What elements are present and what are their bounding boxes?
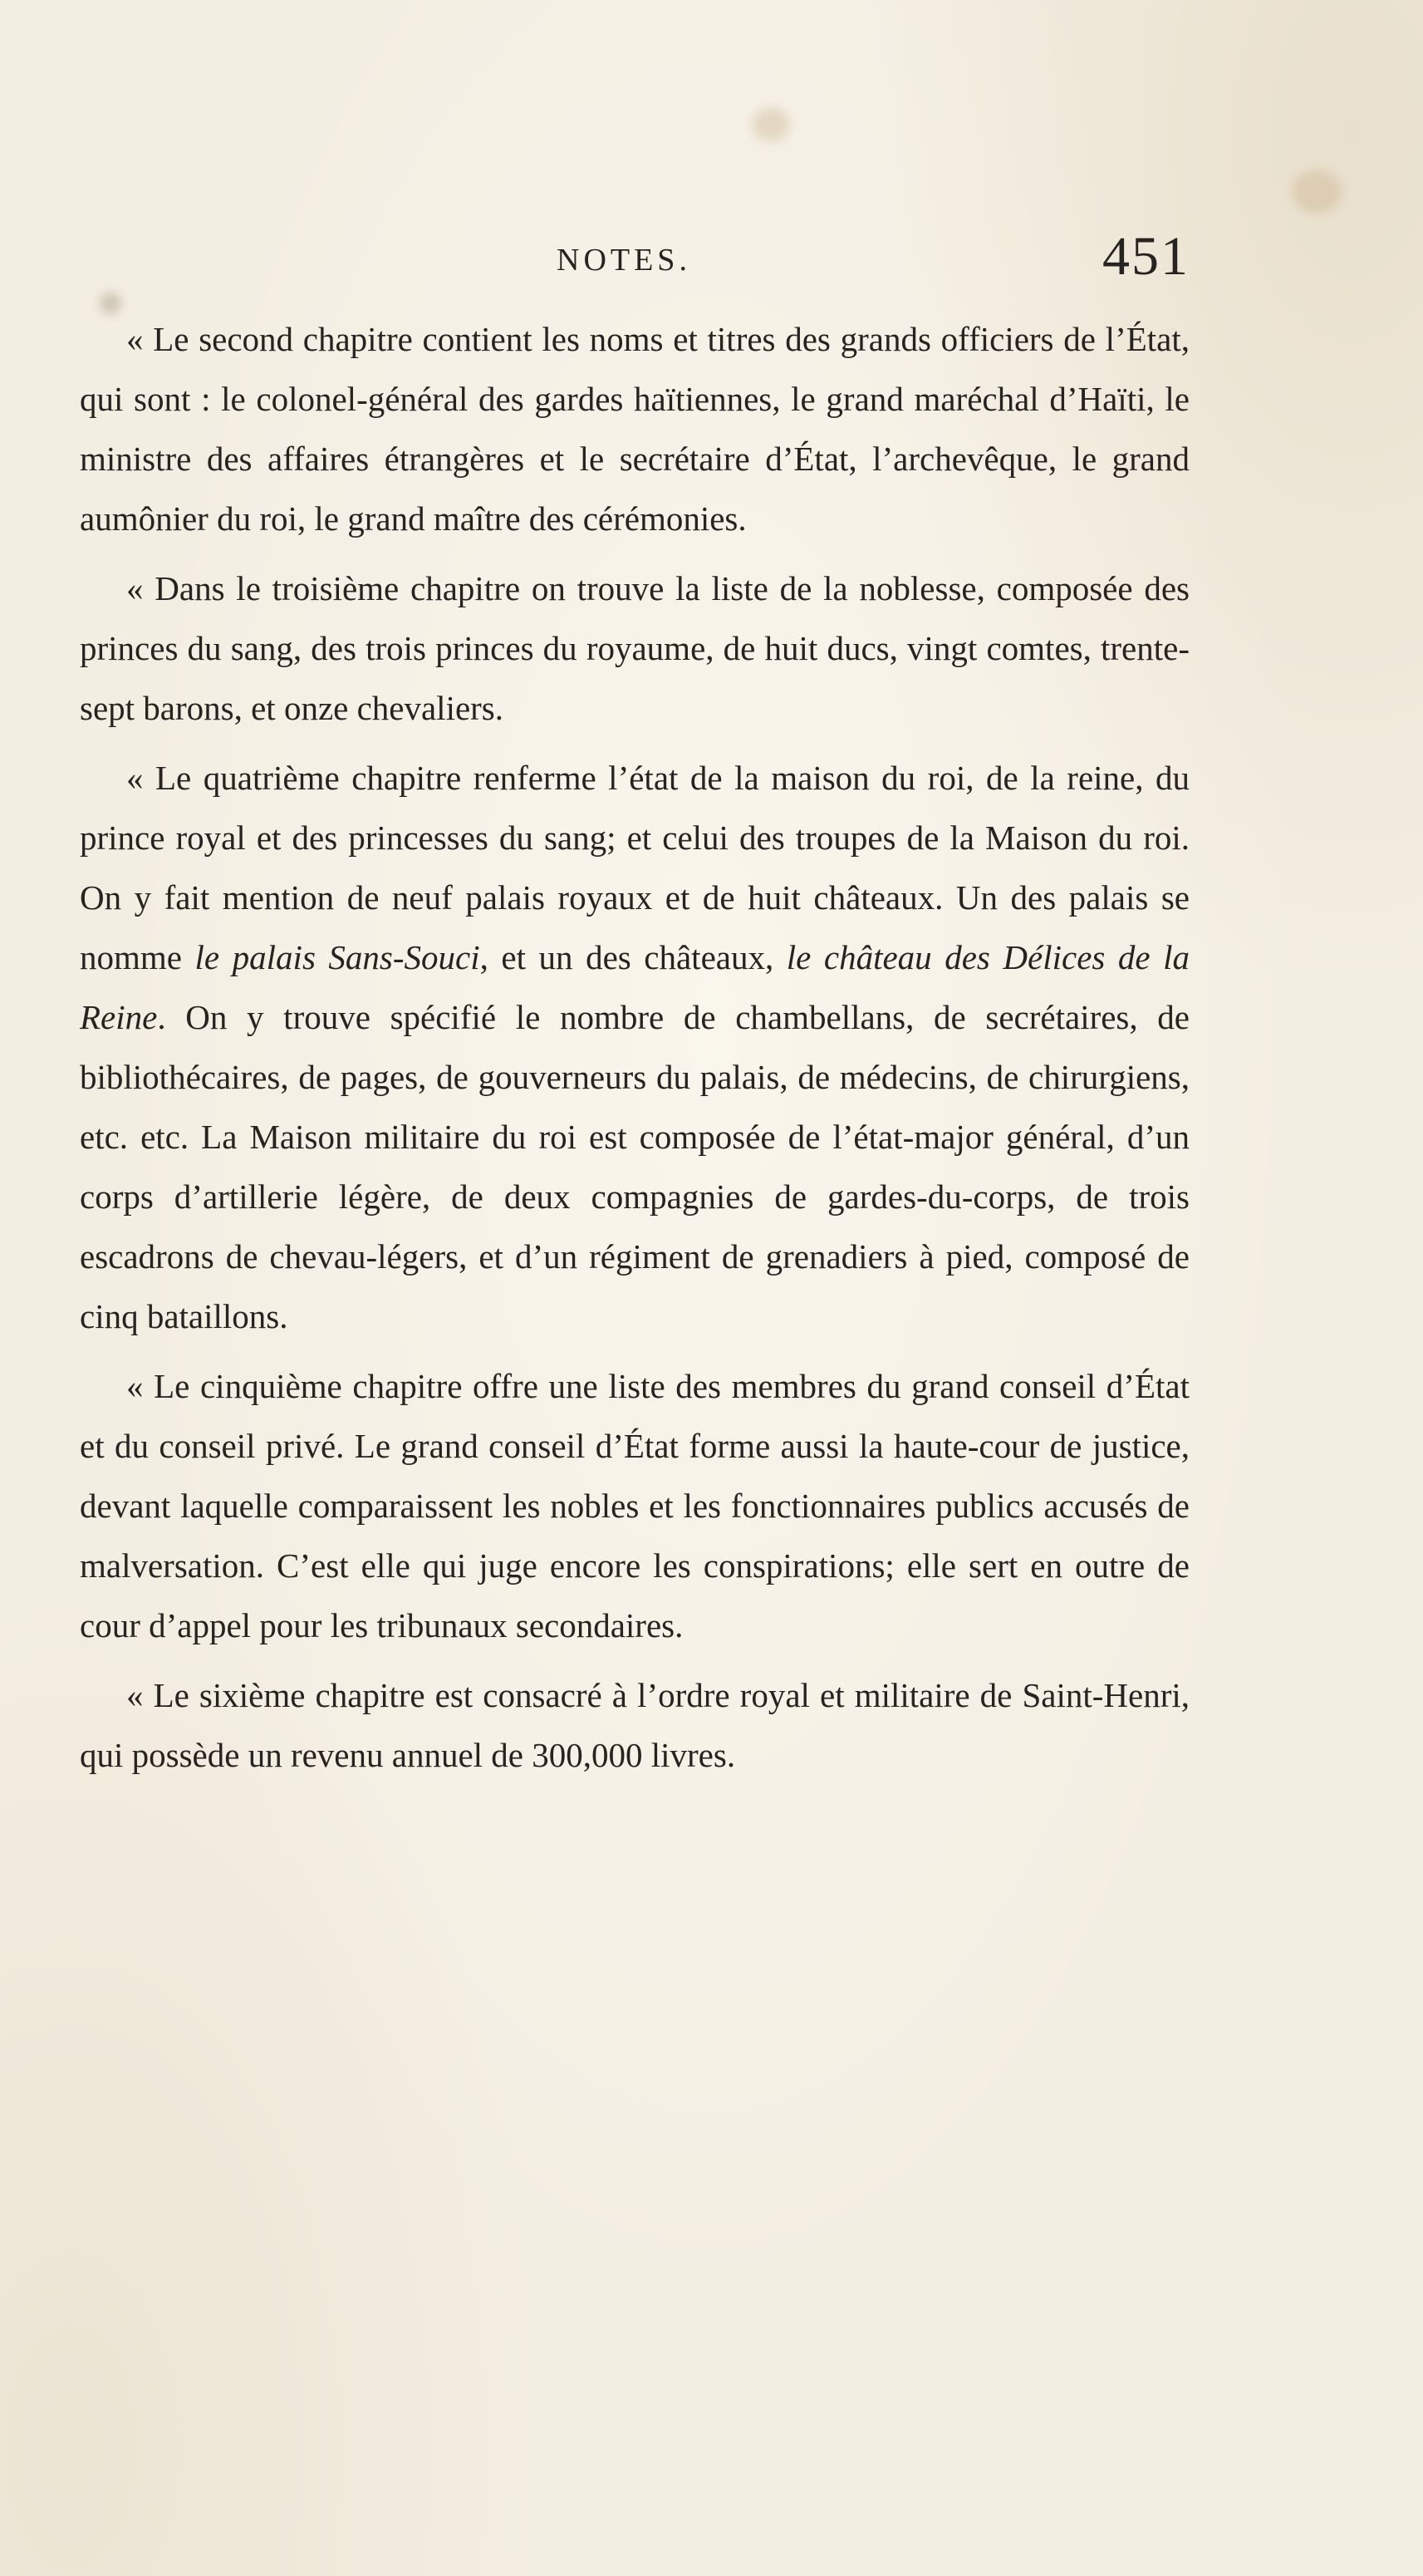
italic-text: le palais Sans-Souci — [194, 938, 480, 976]
paragraph-text: , et un des châteaux, — [479, 938, 787, 976]
paragraph-text: « Le cinquième chapitre offre une liste des membres du grand conseil d’État et du conseil privé. Le grand conseil d’État forme aussi la haute-cour de justice, devant laquelle comparaissent les nobles et les fonctionnaires publics accusés de malversation. C’est elle qui juge encore les conspirations; elle sert en outre de cour d’appel pour les tribunaux secondaires. — [80, 1367, 1190, 1644]
italic-text: le château des Délices de la Reine — [80, 938, 1190, 1036]
page-header — [80, 226, 1190, 302]
paragraph — [80, 1665, 1190, 1785]
paragraph-text: « Le sixième chapitre est consacré à l’ordre royal et militaire de Saint-Henri, qui possède un revenu annuel de 300,000 livres. — [80, 1676, 1190, 1774]
paragraph — [80, 558, 1190, 738]
body-text — [80, 309, 1190, 1795]
paragraph-text: « Le second chapitre contient les noms et titres des grands officiers de l’État, qui sont : le colonel-général des gardes haïtiennes, le grand maréchal d’Haïti, le ministre des affaires étrangères et le secrétaire d’État, l’archevêque, le grand aumônier du roi, le grand maître des cérémonies. — [80, 320, 1190, 538]
paragraph-text: . On y trouve spécifié le nombre de chambellans, de secrétaires, de bibliothécaires, de pages, de gouverneurs du palais, de médecins, de chirurgiens, etc. etc. La Maison militaire du roi est composée de l’état-major général, d’un corps d’artillerie légère, de deux compagnies de gardes-du-corps, de trois escadrons de chevau-légers, et d’un régiment de grenadiers à pied, composé de cinq bataillons. — [80, 998, 1190, 1335]
paragraph — [80, 748, 1190, 1346]
paragraph-text: « Le quatrième chapitre renferme l’état de la maison du roi, de la reine, du prince royal et des princesses du sang; et celui des troupes de la Maison du roi. On y fait mention de neuf palais royaux et de huit châteaux. Un des palais se nomme — [80, 759, 1190, 976]
paragraph — [80, 309, 1190, 548]
running-head: NOTES. — [557, 243, 691, 278]
paragraph — [80, 1356, 1190, 1655]
paragraph-text: « Dans le troisième chapitre on trouve la liste de la noblesse, composée des princes du sang, des trois princes du royaume, de huit ducs, vingt comtes, trente-sept barons, et onze chevaliers. — [80, 569, 1190, 727]
paper-stain — [752, 108, 790, 141]
page-number: 451 — [1102, 226, 1190, 287]
paper-stain — [1292, 170, 1342, 214]
